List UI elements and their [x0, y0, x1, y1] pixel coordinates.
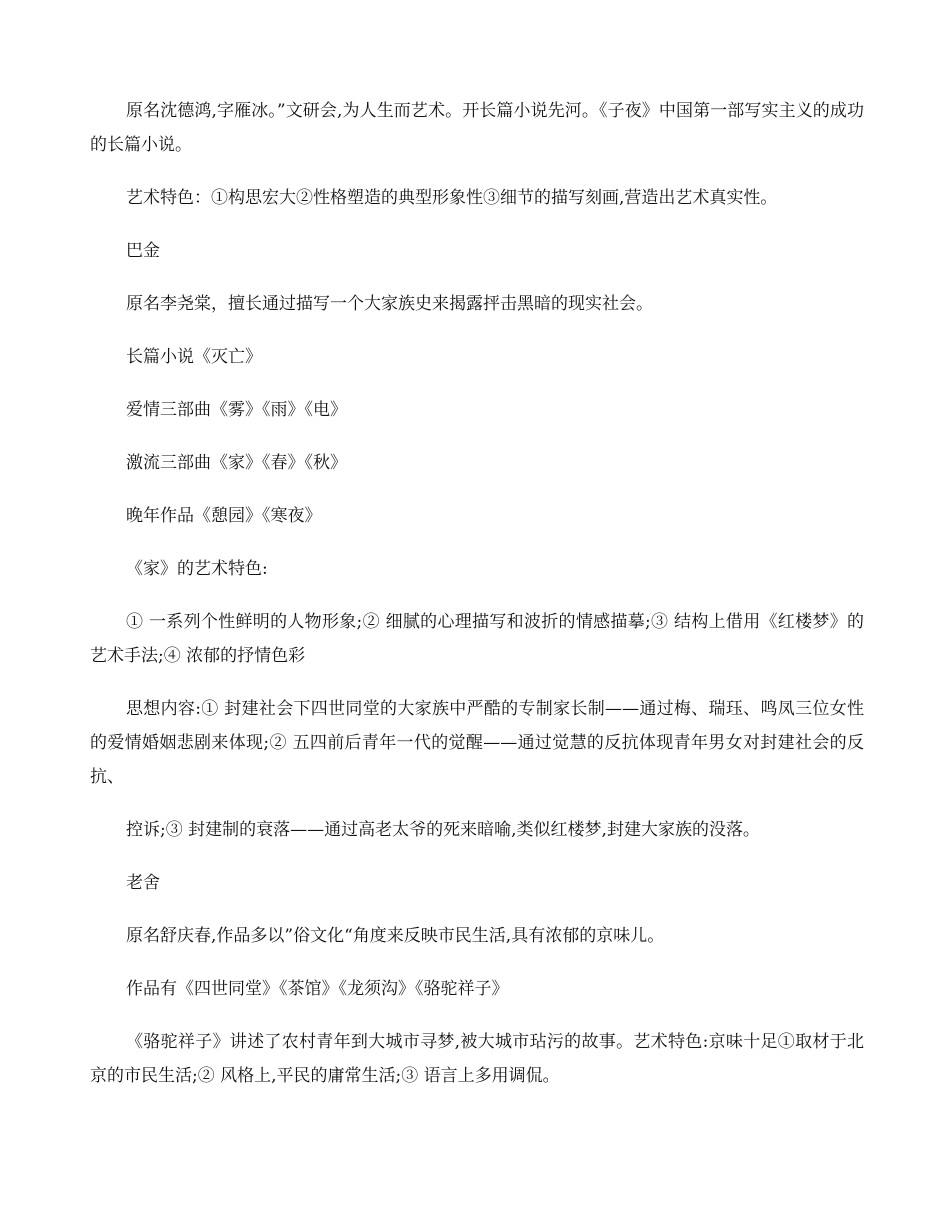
paragraph-family-art-features: ① 一系列个性鲜明的人物形象;② 细腻的心理描写和波折的情感描摹;③ 结构上借用《红楼梦》的艺术手法;④ 浓郁的抒情色彩	[90, 612, 864, 666]
heading-lao-she: 老舍	[126, 873, 160, 893]
paragraph-family-art-heading: 《家》的艺术特色:	[126, 559, 268, 579]
paragraph-love-trilogy: 爱情三部曲《雾》《雨》《电》	[126, 400, 347, 420]
paragraph-late-works: 晚年作品《憩园》《寒夜》	[126, 506, 322, 526]
paragraph-lao-she-works: 作品有《四世同堂》《茶馆》《龙须沟》《骆驼祥子》	[126, 979, 509, 999]
paragraph-mao-dun-bio: 原名沈德鸿,字雁冰。”文研会,为人生而艺术。开长篇小说先河。《子夜》中国第一部写实主义的成功的长篇小说。	[90, 101, 864, 155]
paragraph-family-content-cont: 控诉;③ 封建制的衰落——通过高老太爷的死来暗喻,类似红楼梦,封建大家族的没落。	[126, 820, 760, 840]
heading-ba-jin: 巴金	[126, 241, 160, 261]
paragraph-lao-she-bio: 原名舒庆春,作品多以”俗文化“角度来反映市民生活,具有浓郁的京味儿。	[126, 926, 665, 946]
paragraph-ba-jin-bio: 原名李尧棠，擅长通过描写一个大家族史来揭露抨击黑暗的现实社会。	[126, 294, 653, 314]
paragraph-family-content: 思想内容:① 封建社会下四世同堂的大家族中严酷的专制家长制——通过梅、瑞珏、鸣凤三位女性的爱情婚姻悲剧来体现;② 五四前后青年一代的觉醒——通过觉慧的反抗体现青年男女对封建社会的反抗、	[90, 699, 864, 787]
document-page	[90, 94, 864, 1112]
paragraph-mao-dun-art-features: 艺术特色：①构思宏大②性格塑造的典型形象性③细节的描写刻画,营造出艺术真实性。	[126, 188, 778, 208]
paragraph-camel-xiangzi: 《骆驼祥子》讲述了农村青年到大城市寻梦,被大城市玷污的故事。艺术特色:京味十足①取材于北京的市民生活;② 风格上,平民的庸常生活;③ 语言上多用调侃。	[90, 1032, 864, 1086]
paragraph-torrent-trilogy: 激流三部曲《家》《春》《秋》	[126, 453, 347, 473]
paragraph-ba-jin-novel: 长篇小说《灭亡》	[126, 347, 262, 367]
